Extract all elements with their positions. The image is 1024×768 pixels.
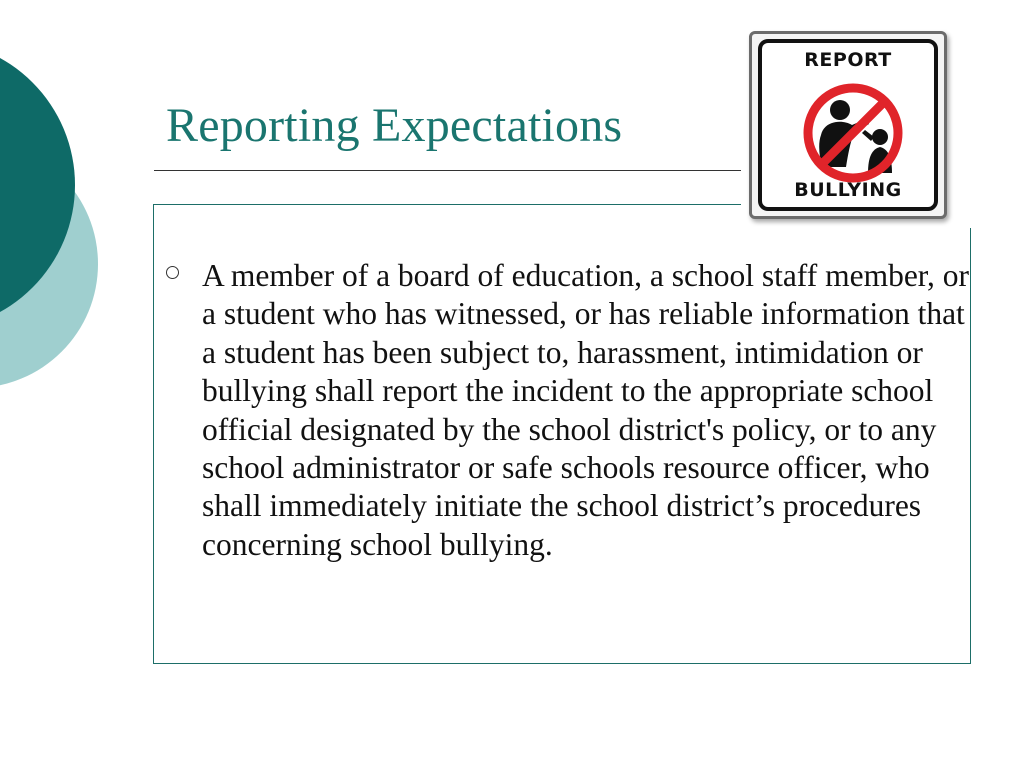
slide-title: Reporting Expectations xyxy=(166,99,623,152)
report-bullying-sign xyxy=(741,26,973,228)
sign-frame xyxy=(758,39,938,211)
bullet-marker xyxy=(166,266,179,279)
sign-bottom-text: BULLYING xyxy=(794,179,902,201)
bullet-text: A member of a board of education, a school staff member, or a student who has witnessed, or has reliable information that a student has been subject to, harassment, intimidation or bullying shall report the incident to the appropriate school official designated by the school district's policy, or to any school administrator or safe schools resource officer, who shall immediately initiate the school district’s procedures concerning school bullying. xyxy=(202,258,970,562)
title-divider xyxy=(154,170,744,171)
no-bullying-icon xyxy=(788,77,918,189)
sign-top-text: REPORT xyxy=(804,49,892,71)
sign-board xyxy=(749,31,947,219)
